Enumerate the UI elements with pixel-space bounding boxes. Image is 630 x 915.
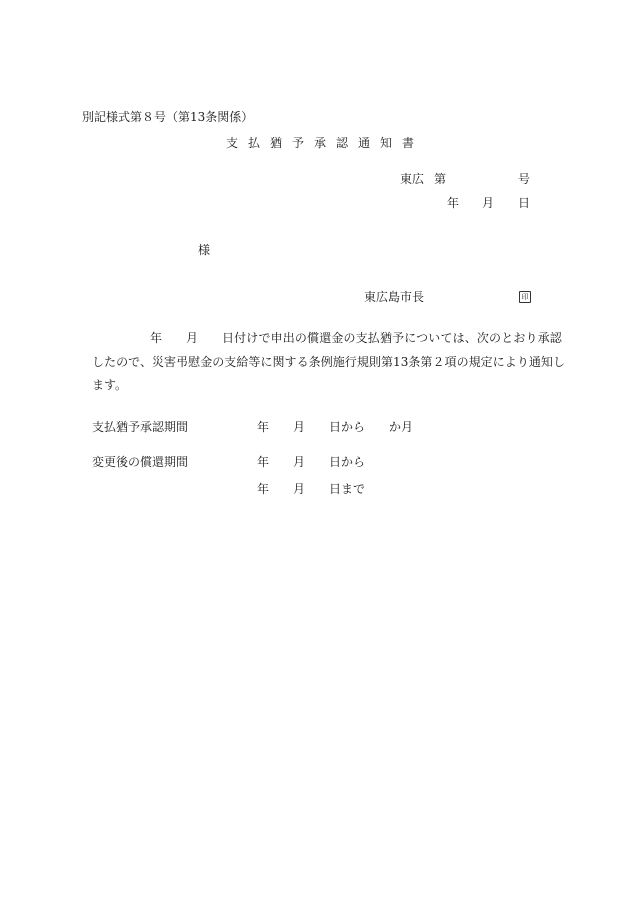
- changed-label: 変更後の償還期間: [92, 455, 189, 469]
- changed-year-2: 年: [257, 482, 270, 496]
- period-day-from: 日から: [329, 420, 366, 434]
- changed-day-until: 日まで: [329, 482, 366, 496]
- period-year: 年: [257, 420, 270, 434]
- body-line-1: 日付けで申出の償還金の支払猶予については、次のとおり承認: [222, 331, 562, 345]
- body-line-3: ます。: [92, 378, 128, 392]
- date-month: 月: [482, 196, 495, 210]
- changed-day-from: 日から: [329, 455, 366, 469]
- document-title: 支払猶予承認通知書: [226, 136, 425, 150]
- body-year: 年: [150, 331, 163, 345]
- addressee-suffix: 様: [198, 243, 211, 257]
- body-month: 月: [186, 331, 199, 345]
- doc-number-dai: 第: [434, 172, 447, 186]
- form-label: 別記様式第８号（第13条関係）: [82, 110, 254, 124]
- body-line-2: したので、災害弔慰金の支給等に関する条例施行規則第13条第２項の規定により通知し: [92, 355, 566, 369]
- date-year: 年: [447, 196, 460, 210]
- changed-month-2: 月: [293, 482, 306, 496]
- period-label: 支払猶予承認期間: [92, 420, 189, 434]
- changed-month-1: 月: [293, 455, 306, 469]
- changed-year-1: 年: [257, 455, 270, 469]
- date-day: 日: [518, 196, 531, 210]
- period-month: 月: [293, 420, 306, 434]
- period-months: か月: [389, 420, 414, 434]
- issuer-name: 東広島市長: [364, 290, 425, 304]
- doc-number-prefix: 東広: [400, 172, 425, 186]
- doc-number-go: 号: [518, 172, 531, 186]
- seal-stamp: 印: [519, 291, 531, 303]
